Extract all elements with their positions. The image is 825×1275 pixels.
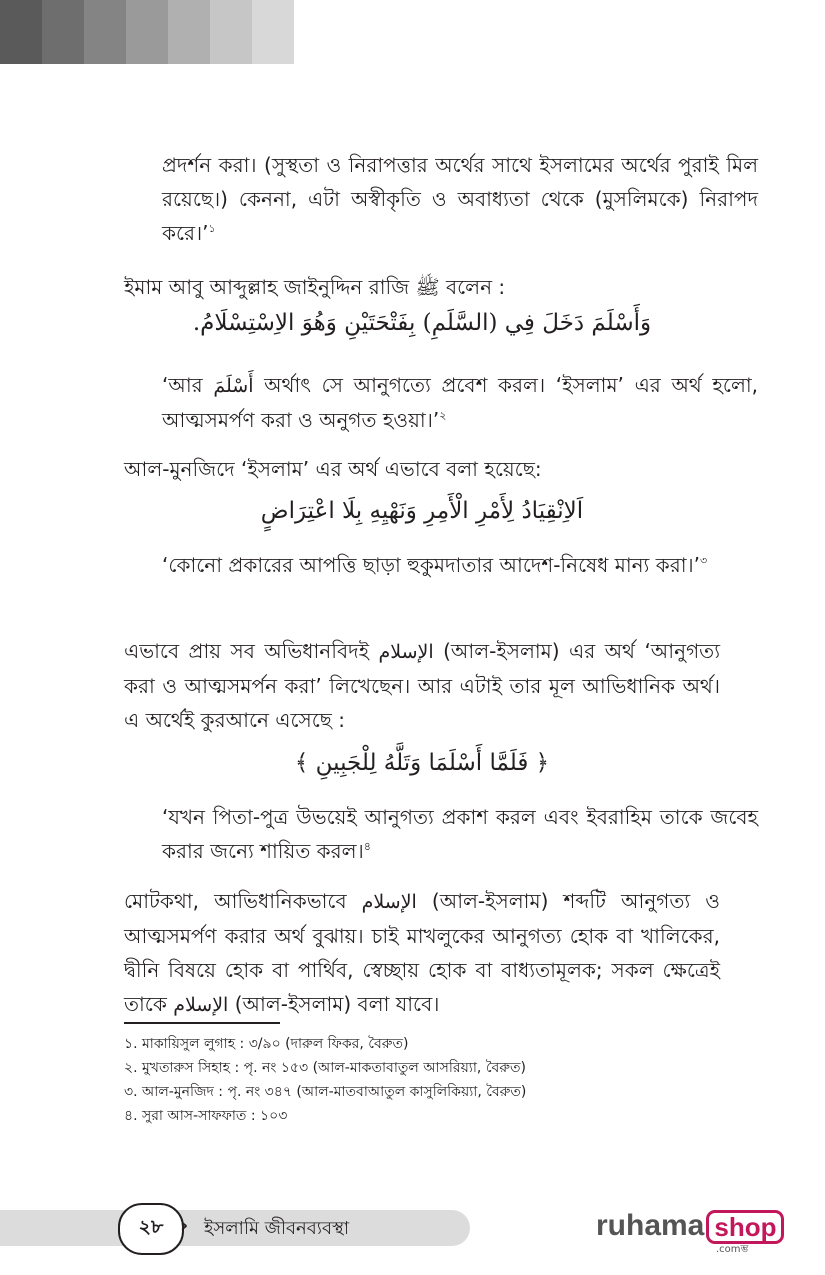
footnote-item: ১. মাকায়িসুল লুগাহ : ৩/৯০ (দারুল ফিকর, বৈরুত) bbox=[124, 1036, 409, 1052]
book-title: ইসলামি জীবনব্যবস্থা bbox=[204, 1218, 350, 1239]
body-text: এভাবে প্রায় সব অভিধানবিদই bbox=[124, 639, 379, 663]
quote-text: ‘আর bbox=[162, 373, 214, 397]
header-bar bbox=[168, 0, 210, 64]
quote-paragraph-3 bbox=[124, 368, 758, 437]
header-decoration bbox=[0, 0, 294, 64]
arabic-quote-3 bbox=[124, 750, 720, 776]
paragraph-6 bbox=[124, 634, 720, 737]
header-bar bbox=[126, 0, 168, 64]
footnote-divider bbox=[124, 1022, 280, 1024]
quote-paragraph-5 bbox=[124, 548, 758, 582]
header-bar bbox=[252, 0, 294, 64]
publisher-logo bbox=[596, 1206, 784, 1255]
arabic-quote-2 bbox=[124, 498, 720, 524]
body-text: আল-মুনজিদে ‘ইসলাম’ এর অর্থ এভাবে বলা হয়েছে: bbox=[124, 457, 542, 481]
logo-domain-text: .comম্ভ bbox=[716, 1244, 749, 1255]
quote-text: ‘কোনো প্রকারের আপত্তি ছাড়া হুকুমদাতার আদেশ-নিষেধ মান্য করা।’ bbox=[162, 553, 701, 577]
quote-text: ‘যখন পিতা-পুত্র উভয়েই আনুগত্য প্রকাশ করল এবং ইবরাহিম তাকে জবেহ করার জন্যে শায়িত করল। bbox=[162, 805, 758, 863]
arabic-inline: الإسلام bbox=[361, 891, 417, 913]
header-bar bbox=[84, 0, 126, 64]
quote-text: প্রদর্শন করা। (সুস্থতা ও নিরাপত্তার অর্থের সাথে ইসলামের অর্থের পুরাই মিল রয়েছে।) কেননা, এটা অস্বীকৃতি ও অবাধ্যতা থেকে (মুসলিমকে) নিরাপদ করে।’ bbox=[162, 153, 758, 245]
footnote-ref: ৪ bbox=[363, 840, 371, 853]
arabic-inline: أَسْلَمَ bbox=[213, 375, 254, 397]
quote-text: অর্থাৎ সে আনুগত্যে প্রবেশ করল। ‘ইসলাম’ এর অর্থ হলো, আত্মসমর্পণ করা ও অনুগত হওয়া।’ bbox=[162, 373, 759, 432]
footnote-item: ৪. সুরা আস-সাফফাত : ১০৩ bbox=[124, 1108, 288, 1124]
footnote-item: ২. মুখতারুস সিহাহ : পৃ. নং ১৫৩ (আল-মাকতাবাতুল আসরিয়্যা, বৈরুত) bbox=[124, 1060, 526, 1076]
paragraph-4 bbox=[124, 452, 720, 486]
paragraph-2 bbox=[124, 270, 720, 304]
footnote-ref: ৩ bbox=[700, 554, 708, 567]
arabic-text: اَلاِنْقِيَادُ لِأَمْرِ الْأَمِرِ وَنَهْيِهِ بِلَا اعْتِرَاضٍ bbox=[260, 498, 584, 524]
header-bar bbox=[210, 0, 252, 64]
arabic-text: ﴿ فَلَمَّا أَسْلَمَا وَتَلَّهُ لِلْجَبِينِ ﴾ bbox=[294, 750, 550, 776]
body-text: ইমাম আবু আব্দুল্লাহ জাইনুদ্দিন রাজি ﷺ বলেন : bbox=[124, 275, 506, 299]
page-number-text: ২৮ bbox=[138, 1216, 164, 1238]
arabic-inline: الإسلام bbox=[173, 994, 229, 1016]
body-text: মোটকথা, আভিধানিকভাবে bbox=[124, 889, 362, 913]
footnote-ref: ২ bbox=[439, 409, 447, 422]
footnote-item: ৩. আল-মুনজিদ : পৃ. নং ৩৪৭ (আল-মাতবাআতুল কাসুলিকিয়্যা, বৈরুত) bbox=[124, 1084, 527, 1100]
body-text: (আল-ইসলাম) এর অর্থ ‘আনুগত্য করা ও আত্মসমর্পন করা’ লিখেছেন। আর এটাই তার মূল আভিধানিক অর্থ। এ অর্থেই কুরআনে এসেছে : bbox=[124, 639, 720, 732]
body-text: (আল-ইসলাম) শব্দটি আনুগত্য ও আত্মসমর্পণ করার অর্থ বুঝায়। চাই মাখলুকের আনুগত্য হোক বা খালিকের, দ্বীনি বিষয়ে হোক বা পার্থিব, স্বেচ্ছায় হোক বা বাধ্যতামূলক; সকল ক্ষেত্রেই তাকে bbox=[124, 889, 721, 1016]
header-bar bbox=[0, 0, 42, 64]
logo-shop-text: shop bbox=[706, 1210, 784, 1244]
body-text: (আল-ইসলাম) বলা যাবে। bbox=[228, 992, 440, 1016]
arabic-inline: الإسلام bbox=[378, 641, 434, 663]
quote-paragraph-7 bbox=[124, 800, 758, 868]
chevron-right-icon: › bbox=[180, 1213, 189, 1237]
arabic-quote-1 bbox=[124, 310, 720, 336]
header-bar bbox=[42, 0, 84, 64]
quote-paragraph-1 bbox=[124, 148, 758, 250]
footnote-ref: ১ bbox=[208, 222, 216, 235]
footnotes bbox=[124, 1032, 724, 1128]
arabic-text: وَأَسْلَمَ دَخَلَ فِي (السَّلَمِ) بِفَتْحَتَيْنِ وَهُوَ الاِسْتِسْلَامُ. bbox=[192, 310, 652, 336]
page-number bbox=[118, 1203, 184, 1255]
paragraph-8 bbox=[124, 884, 720, 1022]
logo-main-text: ruhama bbox=[596, 1209, 705, 1242]
